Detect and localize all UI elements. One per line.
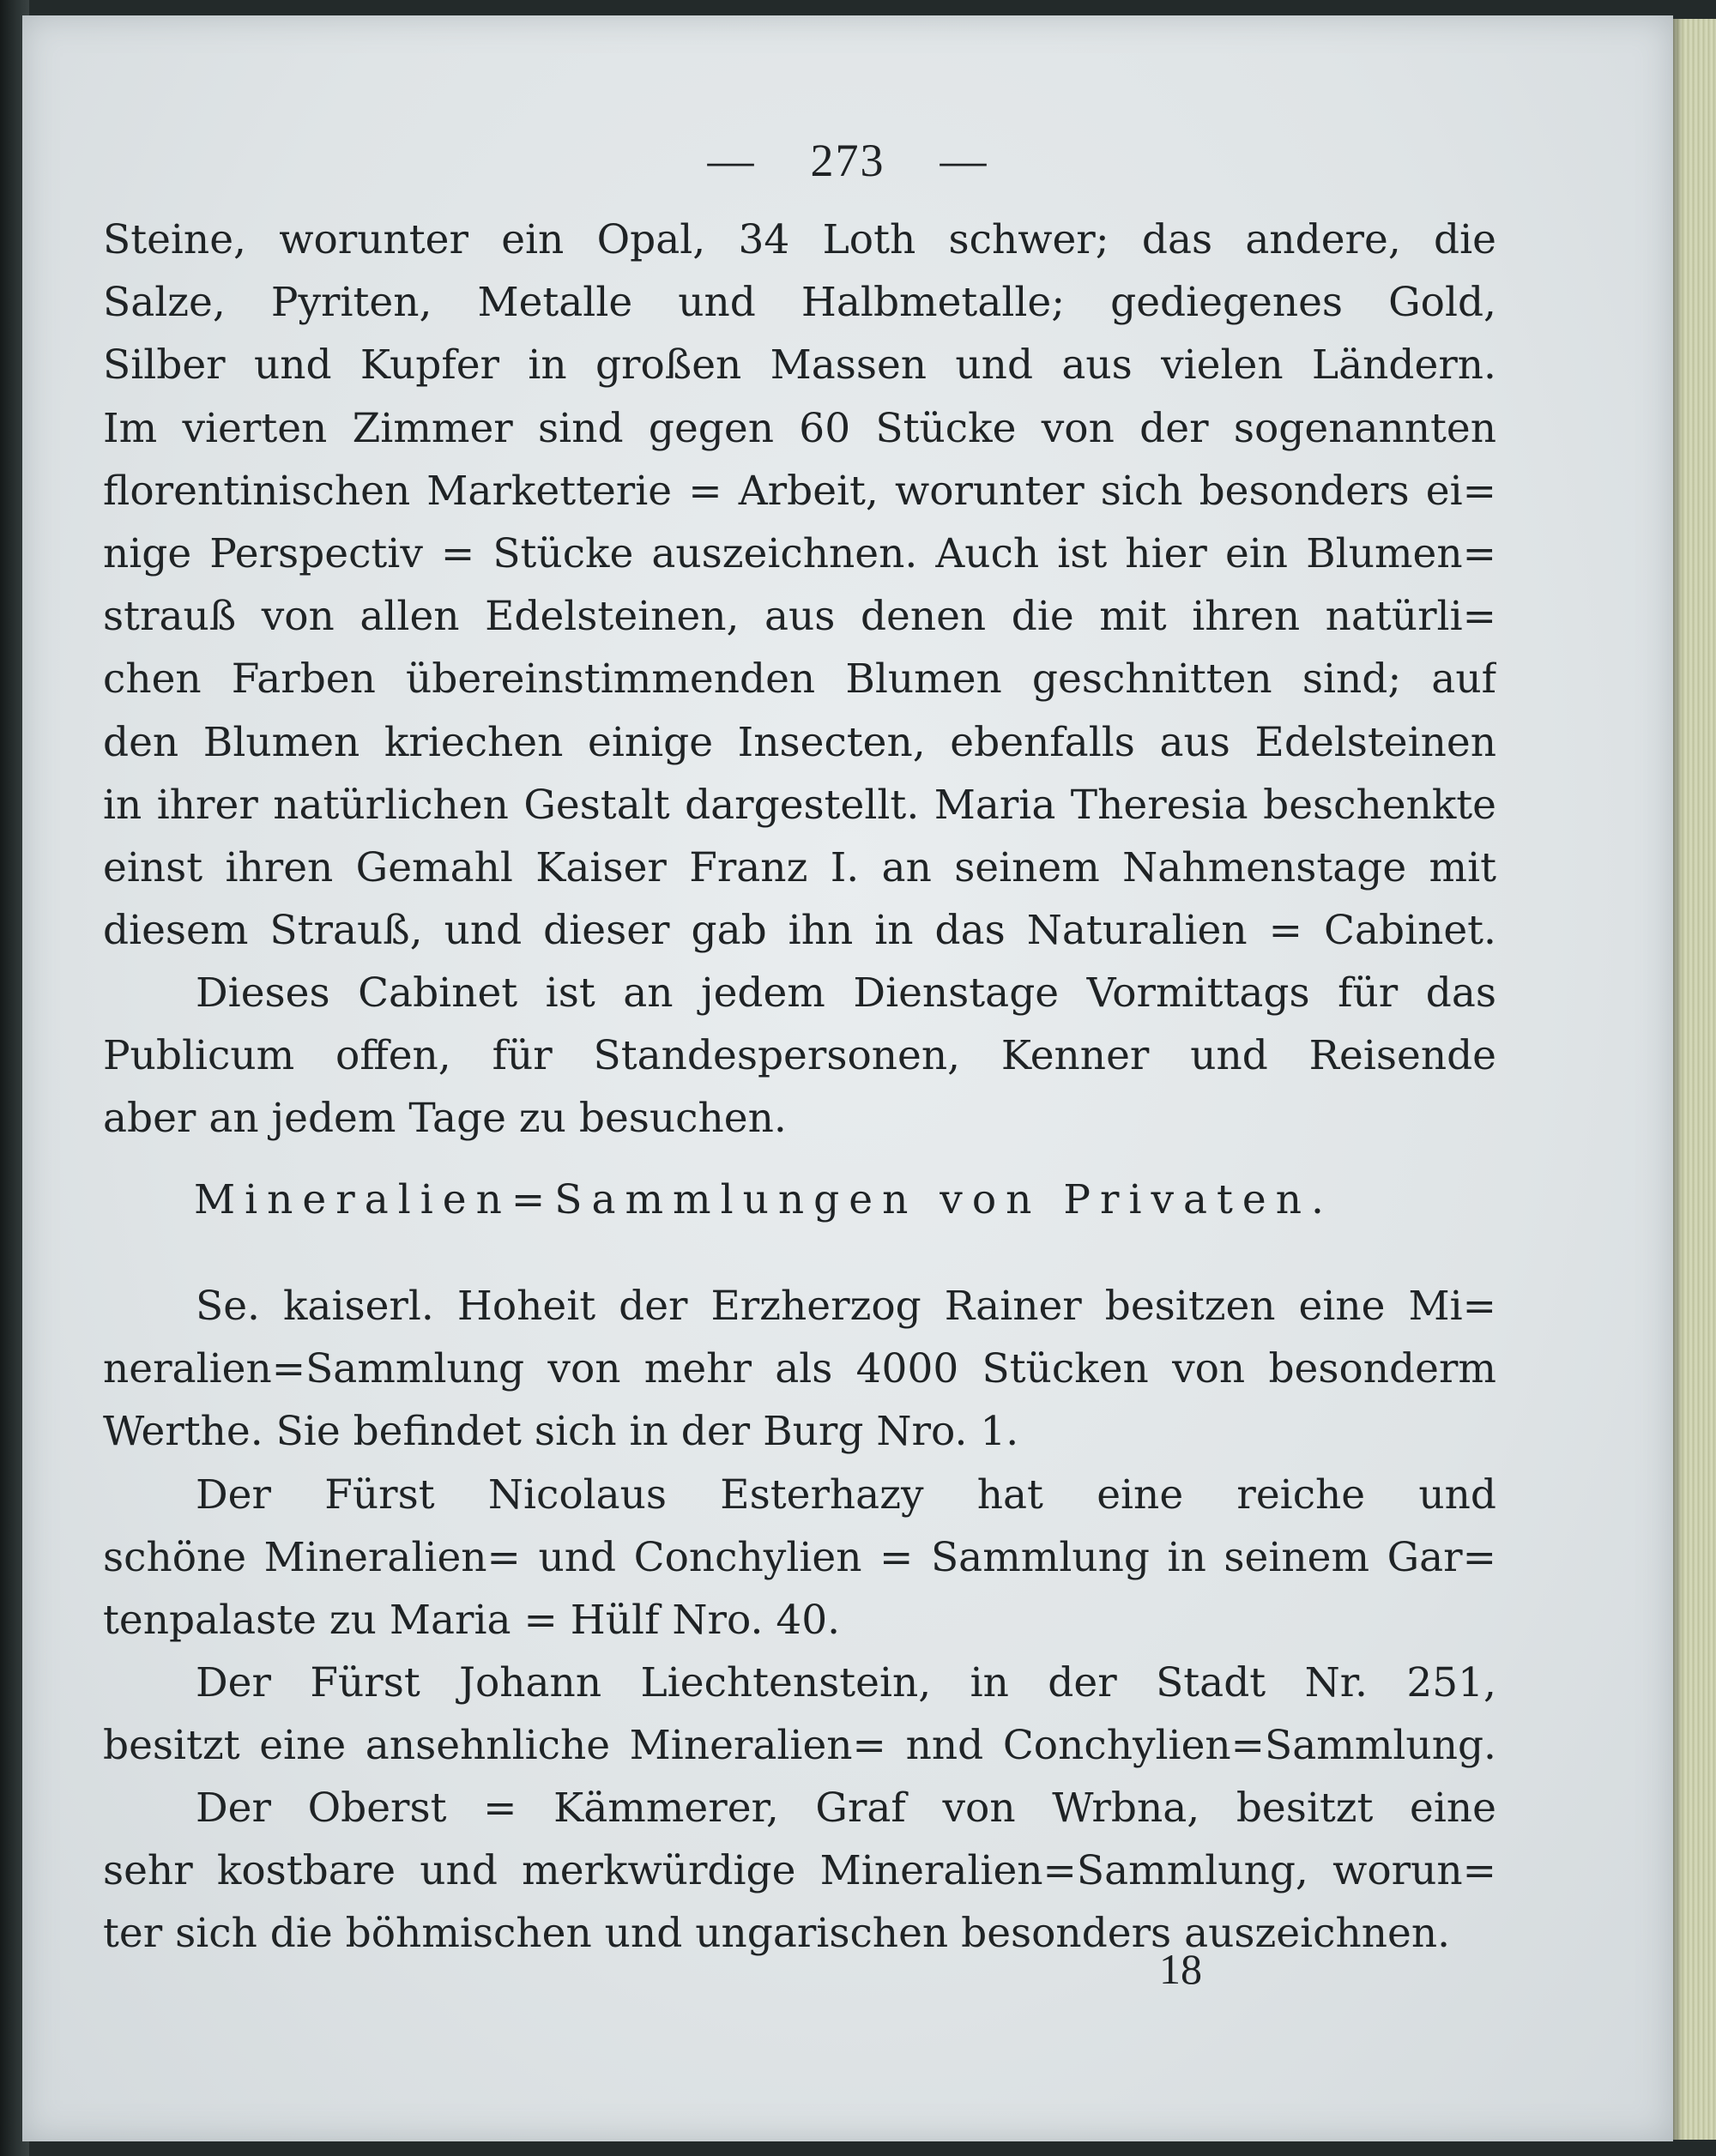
text-line: florentinischen Marketterie = Arbeit, worunter sich besonders ei=: [103, 467, 1496, 515]
text-line: Dieses Cabinet ist an jedem Dienstage Vormittags für das: [196, 969, 1496, 1017]
header-dash-left: —: [707, 135, 756, 186]
text-line: nige Perspectiv = Stücke auszeichnen. Auch ist hier ein Blumen=: [103, 529, 1496, 577]
text-line: schöne Mineralien= und Conchylien = Sammlung in seinem Gar=: [103, 1534, 1496, 1582]
text-line: strauß von allen Edelsteinen, aus denen die mit ihren natürli=: [103, 593, 1496, 641]
text-line: chen Farben übereinstimmenden Blumen geschnitten sind; auf: [103, 655, 1496, 704]
text-line: in ihrer natürlichen Gestalt dargestellt. Maria Theresia beschenkte: [103, 781, 1496, 829]
text-line: ter sich die böhmischen und ungarischen besonders auszeichnen.: [103, 1910, 1451, 1958]
text-line: Steine, worunter ein Opal, 34 Loth schwer; das andere, die: [103, 216, 1496, 263]
text-line: tenpalaste zu Maria = Hülf Nro. 40.: [103, 1597, 841, 1645]
page-number: 273: [810, 135, 885, 186]
text-line: neralien=Sammlung von mehr als 4000 Stücken von besonderm: [103, 1345, 1496, 1393]
paragraph-liechtenstein: [103, 1652, 1496, 1777]
text-line: Der Fürst Johann Liechtenstein, in der Stadt Nr. 251,: [196, 1659, 1496, 1706]
page-header: [22, 134, 1673, 187]
text-line: diesem Strauß, und dieser gab ihn in das Naturalien = Cabinet.: [103, 907, 1496, 955]
paragraph-continuation: [103, 208, 1496, 962]
text-line: sehr kostbare und merkwürdige Mineralien=Sammlung, worun=: [103, 1847, 1496, 1895]
text-line: besitzt eine ansehnliche Mineralien= nnd Conchylien=Sammlung.: [103, 1722, 1496, 1770]
text-line: Werthe. Sie befindet sich in der Burg Nro. 1.: [103, 1408, 1019, 1456]
paragraph-esterhazy: [103, 1464, 1496, 1652]
page-stack-edge: [1673, 19, 1716, 2140]
text-line: Der Oberst = Kämmerer, Graf von Wrbna, besitzt eine: [196, 1785, 1496, 1832]
header-dash-right: —: [940, 135, 988, 186]
section-heading: Mineralien=Sammlungen von Privaten.: [194, 1176, 1333, 1223]
text-line: einst ihren Gemahl Kaiser Franz I. an seinem Nahmenstage mit: [103, 843, 1496, 891]
paragraph-rainer: [103, 1275, 1496, 1464]
paragraph-opening-hours: [103, 962, 1496, 1150]
book-page: [22, 15, 1673, 2141]
paragraph-wrbna: [103, 1777, 1496, 1966]
text-line: Publicum offen, für Standespersonen, Kenner und Reisende: [103, 1032, 1496, 1080]
text-line: Im vierten Zimmer sind gegen 60 Stücke von der sogenannten: [103, 404, 1496, 452]
printer-signature-mark: 18: [1159, 1945, 1202, 1993]
text-line: Se. kaiserl. Hoheit der Erzherzog Rainer besitzen eine Mi=: [196, 1283, 1496, 1330]
text-line: Salze, Pyriten, Metalle und Halbmetalle; gediegenes Gold,: [103, 279, 1496, 327]
text-line: aber an jedem Tage zu besuchen.: [103, 1095, 787, 1143]
text-line: den Blumen kriechen einige Insecten, ebenfalls aus Edelsteinen: [103, 718, 1496, 766]
text-line: Silber und Kupfer in großen Massen und aus vielen Ländern.: [103, 341, 1496, 390]
text-line: Der Fürst Nicolaus Esterhazy hat eine reiche und: [196, 1471, 1496, 1519]
